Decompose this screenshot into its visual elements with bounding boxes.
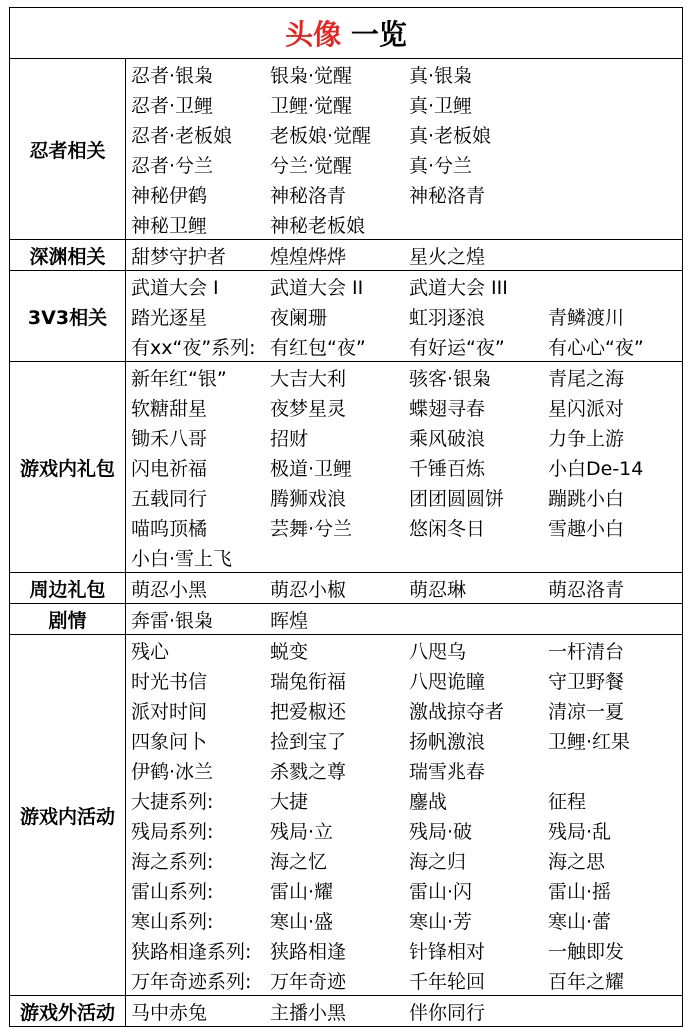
avatar-name: 武道大会 II <box>270 276 364 299</box>
section-row <box>10 59 683 240</box>
avatar-name: 招财 <box>270 427 309 450</box>
avatar-name: 银枭·觉醒 <box>270 64 353 87</box>
avatar-name: 海之系列: <box>131 850 214 873</box>
avatar-name: 晖煌 <box>270 609 309 632</box>
item-line <box>126 209 682 239</box>
avatar-name: 狭路相逢 <box>270 940 347 963</box>
avatar-name: 武道大会 III <box>409 276 508 299</box>
avatar-name: 针锋相对 <box>409 940 486 963</box>
avatar-name: 把爱椒还 <box>270 700 347 723</box>
item-line <box>126 542 682 572</box>
avatar-name: 萌忍小椒 <box>270 578 347 601</box>
item-line <box>126 815 682 845</box>
category-label: 游戏外活动 <box>10 996 126 1027</box>
item-line <box>126 452 682 482</box>
category-label: 剧情 <box>10 604 126 635</box>
avatar-name: 萌忍琳 <box>409 578 467 601</box>
item-line <box>126 755 682 785</box>
avatar-name: 有心心“夜” <box>548 336 644 359</box>
avatar-name: 小白De-14 <box>548 457 644 480</box>
avatar-name: 卫鲤·觉醒 <box>270 94 353 117</box>
item-line <box>126 512 682 542</box>
avatar-name: 软糖甜星 <box>131 397 208 420</box>
avatar-name: 守卫野餐 <box>548 670 625 693</box>
avatar-name: 虹羽逐浪 <box>409 306 486 329</box>
avatar-name: 千锤百炼 <box>409 457 486 480</box>
avatar-name: 兮兰·觉醒 <box>270 154 353 177</box>
avatar-name: 有红包“夜” <box>270 336 366 359</box>
avatar-name: 神秘老板娘 <box>270 214 366 237</box>
item-line <box>126 695 682 725</box>
category-label: 忍者相关 <box>10 59 126 240</box>
avatar-name: 芸舞·兮兰 <box>270 517 353 540</box>
section-row <box>10 362 683 573</box>
item-line <box>126 59 682 89</box>
category-items <box>126 271 683 362</box>
avatar-name: 忍者·老板娘 <box>131 124 233 147</box>
avatar-name: 力争上游 <box>548 427 625 450</box>
category-items <box>126 362 683 573</box>
category-label: 3V3相关 <box>10 271 126 362</box>
avatar-name: 武道大会 I <box>131 276 219 299</box>
avatar-name: 残局·立 <box>270 820 334 843</box>
avatar-name: 八咫乌 <box>409 640 467 663</box>
item-line <box>126 271 682 301</box>
avatar-name: 征程 <box>548 790 587 813</box>
category-label: 周边礼包 <box>10 573 126 604</box>
item-line <box>126 179 682 209</box>
avatar-name: 八咫诡瞳 <box>409 670 486 693</box>
category-label: 深渊相关 <box>10 240 126 271</box>
avatar-name: 杀戮之尊 <box>270 760 347 783</box>
avatar-name: 萌忍洛青 <box>548 578 625 601</box>
avatar-name: 骇客·银枭 <box>409 367 492 390</box>
avatar-name: 海之归 <box>409 850 467 873</box>
avatar-name: 踏光逐星 <box>131 306 208 329</box>
avatar-name: 一触即发 <box>548 940 625 963</box>
avatar-name: 雷山·耀 <box>270 880 334 903</box>
section-row <box>10 996 683 1027</box>
section-row <box>10 635 683 996</box>
avatar-name: 萌忍小黑 <box>131 578 208 601</box>
avatar-name: 捡到宝了 <box>270 730 347 753</box>
sheet-title <box>10 8 683 59</box>
avatar-name: 残局·乱 <box>548 820 612 843</box>
item-line <box>126 845 682 875</box>
avatar-name: 派对时间 <box>131 700 208 723</box>
avatar-list-table <box>9 7 683 1027</box>
avatar-name: 煌煌烨烨 <box>270 245 347 268</box>
section-row <box>10 271 683 362</box>
item-line <box>126 905 682 935</box>
item-line <box>126 965 682 995</box>
avatar-name: 伴你同行 <box>409 1001 486 1024</box>
avatar-name: 忍者·兮兰 <box>131 154 214 177</box>
avatar-name: 寒山系列: <box>131 910 214 933</box>
item-line <box>126 996 682 1026</box>
avatar-name: 真·老板娘 <box>409 124 492 147</box>
avatar-name: 极道·卫鲤 <box>270 457 353 480</box>
avatar-name: 时光书信 <box>131 670 208 693</box>
avatar-name: 青鳞渡川 <box>548 306 625 329</box>
item-line <box>126 422 682 452</box>
avatar-name: 万年奇迹系列: <box>131 970 252 993</box>
title-part-black: 一览 <box>350 18 407 51</box>
avatar-name: 夜梦星灵 <box>270 397 347 420</box>
avatar-name: 扬帆激浪 <box>409 730 486 753</box>
avatar-name: 神秘洛青 <box>409 184 486 207</box>
avatar-name: 雷山·摇 <box>548 880 612 903</box>
avatar-name: 小白·雪上飞 <box>131 547 233 570</box>
avatar-name: 大吉大利 <box>270 367 347 390</box>
avatar-name: 寒山·蕾 <box>548 910 612 933</box>
avatar-name: 残心 <box>131 640 170 663</box>
item-line <box>126 635 682 665</box>
avatar-name: 马中赤兔 <box>131 1001 208 1024</box>
item-line <box>126 149 682 179</box>
item-line <box>126 331 682 361</box>
avatar-name: 乘风破浪 <box>409 427 486 450</box>
title-row <box>10 8 683 59</box>
avatar-name: 瑞兔衔福 <box>270 670 347 693</box>
avatar-name: 雷山·闪 <box>409 880 473 903</box>
item-line <box>126 119 682 149</box>
avatar-name: 雷山系列: <box>131 880 214 903</box>
avatar-name: 卫鲤·红果 <box>548 730 631 753</box>
avatar-name: 伊鹤·冰兰 <box>131 760 214 783</box>
category-items <box>126 573 683 604</box>
avatar-name: 鏖战 <box>409 790 448 813</box>
avatar-name: 百年之耀 <box>548 970 625 993</box>
avatar-name: 甜梦守护者 <box>131 245 227 268</box>
item-line <box>126 725 682 755</box>
avatar-name: 神秘洛青 <box>270 184 347 207</box>
avatar-name: 锄禾八哥 <box>131 427 208 450</box>
avatar-name: 真·银枭 <box>409 64 473 87</box>
avatar-name: 大捷 <box>270 790 309 813</box>
avatar-name: 新年红“银” <box>131 367 227 390</box>
avatar-name: 寒山·盛 <box>270 910 334 933</box>
avatar-name: 夜阑珊 <box>270 306 328 329</box>
category-items <box>126 59 683 240</box>
section-row <box>10 604 683 635</box>
avatar-name: 腾狮戏浪 <box>270 487 347 510</box>
category-items <box>126 635 683 996</box>
avatar-name: 有好运“夜” <box>409 336 505 359</box>
avatar-name: 主播小黑 <box>270 1001 347 1024</box>
item-line <box>126 785 682 815</box>
category-label: 游戏内礼包 <box>10 362 126 573</box>
avatar-name: 真·兮兰 <box>409 154 473 177</box>
avatar-name: 狭路相逢系列: <box>131 940 252 963</box>
item-line <box>126 573 682 603</box>
avatar-name: 真·卫鲤 <box>409 94 473 117</box>
avatar-name: 有xx“夜”系列: <box>131 336 256 359</box>
avatar-name: 神秘伊鹤 <box>131 184 208 207</box>
item-line <box>126 875 682 905</box>
avatar-name: 激战掠夺者 <box>409 700 505 723</box>
avatar-name: 忍者·卫鲤 <box>131 94 214 117</box>
avatar-name: 残局系列: <box>131 820 214 843</box>
avatar-name: 清凉一夏 <box>548 700 625 723</box>
avatar-name: 千年轮回 <box>409 970 486 993</box>
avatar-name: 万年奇迹 <box>270 970 347 993</box>
avatar-name: 喵呜顶橘 <box>131 517 208 540</box>
section-row <box>10 573 683 604</box>
avatar-name: 海之思 <box>548 850 606 873</box>
avatar-name: 星火之煌 <box>409 245 486 268</box>
avatar-name: 忍者·银枭 <box>131 64 214 87</box>
avatar-name: 青尾之海 <box>548 367 625 390</box>
avatar-name: 大捷系列: <box>131 790 214 813</box>
avatar-name: 蜕变 <box>270 640 309 663</box>
avatar-name: 悠闲冬日 <box>409 517 486 540</box>
avatar-name: 团团圆圆饼 <box>409 487 505 510</box>
table-body <box>10 8 683 1027</box>
item-line <box>126 392 682 422</box>
item-line <box>126 89 682 119</box>
item-line <box>126 362 682 392</box>
avatar-name: 一杆清台 <box>548 640 625 663</box>
avatar-name: 老板娘·觉醒 <box>270 124 372 147</box>
avatar-name: 海之忆 <box>270 850 328 873</box>
avatar-name: 蝶翅寻春 <box>409 397 486 420</box>
avatar-name: 四象问卜 <box>131 730 208 753</box>
category-items <box>126 604 683 635</box>
avatar-name: 五载同行 <box>131 487 208 510</box>
avatar-name: 闪电祈福 <box>131 457 208 480</box>
title-part-red: 头像 <box>285 18 342 51</box>
item-line <box>126 935 682 965</box>
item-line <box>126 301 682 331</box>
avatar-name: 残局·破 <box>409 820 473 843</box>
avatar-name: 神秘卫鲤 <box>131 214 208 237</box>
item-line <box>126 240 682 270</box>
item-line <box>126 482 682 512</box>
avatar-name: 蹦跳小白 <box>548 487 625 510</box>
category-items <box>126 996 683 1027</box>
item-line <box>126 604 682 634</box>
category-label: 游戏内活动 <box>10 635 126 996</box>
category-items <box>126 240 683 271</box>
avatar-name: 雪趣小白 <box>548 517 625 540</box>
avatar-name: 奔雷·银枭 <box>131 609 214 632</box>
item-line <box>126 665 682 695</box>
section-row <box>10 240 683 271</box>
avatar-name: 星闪派对 <box>548 397 625 420</box>
avatar-name: 瑞雪兆春 <box>409 760 486 783</box>
avatar-name: 寒山·芳 <box>409 910 473 933</box>
